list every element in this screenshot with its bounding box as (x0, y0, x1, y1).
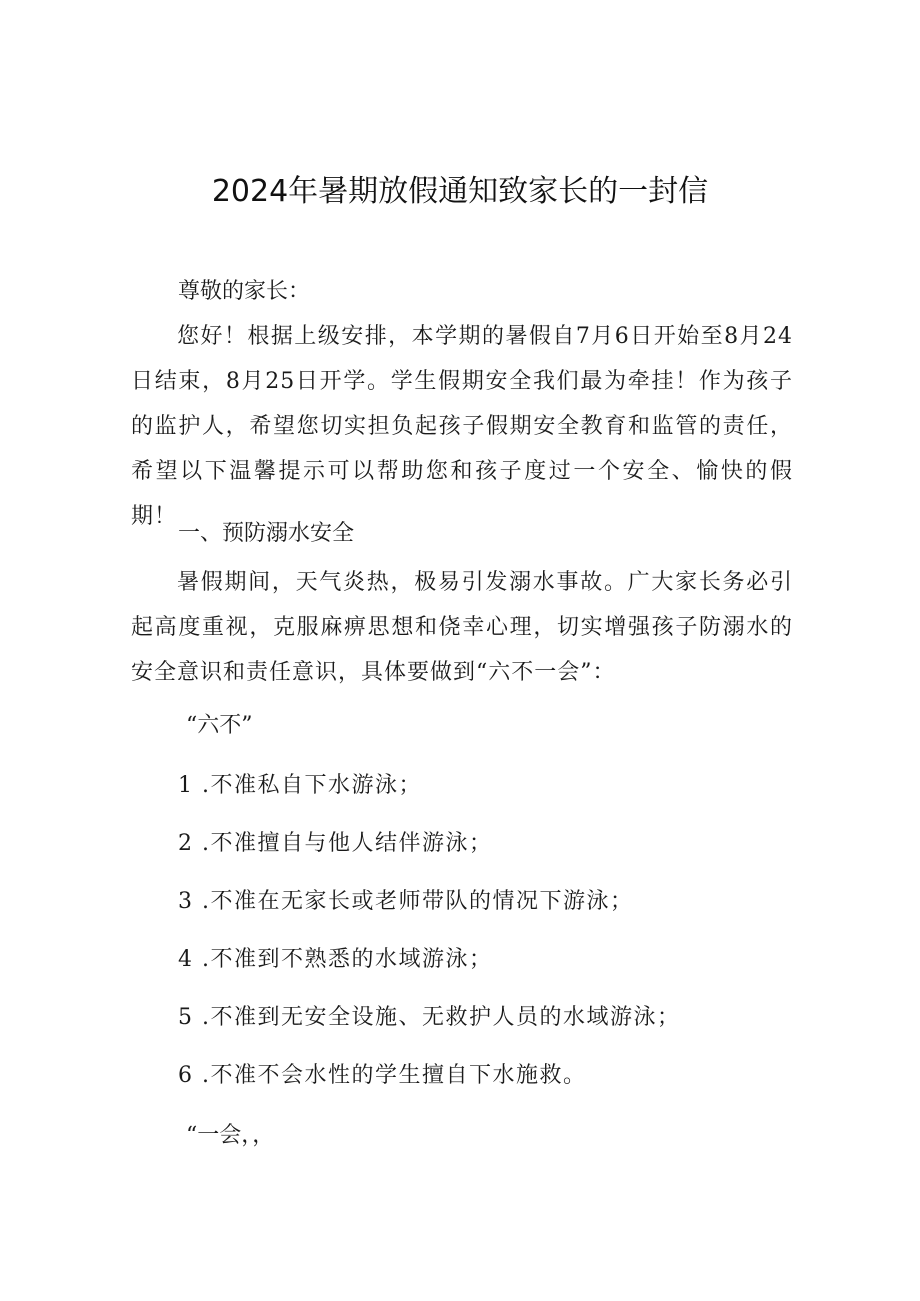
intro-paragraph: 您好！根据上级安排，本学期的暑假自7月6日开始至8月24日结束，8月25日开学。学生假期安全我们最为牵挂！作为孩子的监护人，希望您切实担负起孩子假期安全教育和监管的责任，希望以下温馨提示可以帮助您和孩子度过一个安全、愉快的假期！ (131, 324, 793, 529)
list-item: 1 .不准私自下水游泳； (178, 773, 422, 798)
salutation: 尊敬的家长： (178, 279, 311, 304)
list-item: 6 .不准不会水性的学生擅自下水施救。 (178, 1063, 587, 1088)
list-item: 3 .不准在无家长或老师带队的情况下游泳； (178, 889, 634, 914)
list-item: 2 .不准擅自与他人结伴游泳； (178, 831, 493, 856)
document-title: 2024年暑期放假通知致家长的一封信 (211, 174, 709, 209)
list-item: 4 .不准到不熟悉的水域游泳； (178, 947, 493, 972)
six-no-label: “六不” (186, 713, 253, 738)
section-heading-drowning: 一、预防溺水安全 (178, 521, 355, 546)
list-item: 5 .不准到无安全设施、无救护人员的水域游泳； (178, 1005, 681, 1030)
one-skill-label: “一会，， (186, 1123, 275, 1148)
section-paragraph-drowning: 暑假期间，天气炎热，极易引发溺水事故。广大家长务必引起高度重视，克服麻痹思想和侥幸心理，切实增强孩子防溺水的安全意识和责任意识，具体要做到“六不一会”： (131, 570, 793, 685)
